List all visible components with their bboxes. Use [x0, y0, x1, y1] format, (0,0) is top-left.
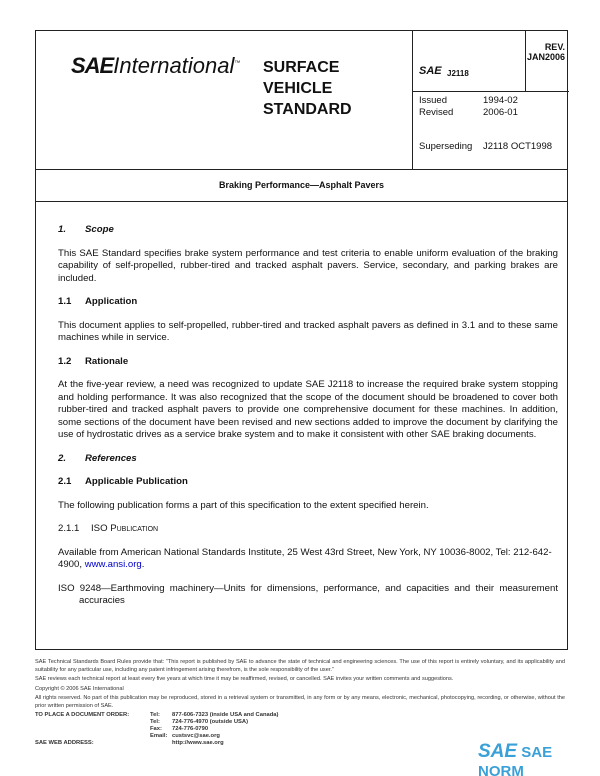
text: SAE — [478, 741, 518, 762]
paragraph: At the five-year review, a need was recognized to update SAE J2118 to increase the required brake system stopping and holding performance. It was also recognized that the scope of the document should be broadened to cover both rubber-tired and tracked asphalt pavers to provide one comprehensive document for these machines. In addition, some sections of the document have been revised and new sections added to improve the document by clarifying the use of hydrostatic drives as a service brake system and to make it consistent with other SAE braking documents. — [58, 379, 558, 440]
text: 724-776-4970 (outside USA) — [172, 719, 249, 725]
document-type — [263, 57, 352, 120]
text: ™ — [234, 60, 241, 67]
sae-international-logo — [71, 53, 240, 79]
text: SAE NORM — [478, 744, 553, 776]
text: Applicable Publication — [85, 476, 188, 487]
doc-number: J2118 — [447, 69, 469, 78]
text: Fax: — [150, 726, 162, 732]
text: References — [85, 452, 137, 464]
text: J2118 OCT1998 — [483, 141, 553, 152]
text: Copyright © 2006 SAE International — [35, 685, 124, 692]
sae-norm-watermark — [478, 741, 600, 776]
text: Tel: — [150, 712, 160, 718]
text: 1.1 — [58, 296, 72, 307]
revised — [419, 107, 518, 118]
section-heading — [58, 476, 558, 489]
text: All rights reserved. No part of this publication may be reproduced, stored in a retrieval system or transmitted, in any form or by any means, electronic, mechanical, photocopying, recording, or otherwise, without the prior written permission of SAE. — [35, 695, 565, 709]
web-link[interactable]: http://www.sae.org — [172, 740, 224, 746]
text: International — [113, 53, 235, 78]
text: SAE reviews each technical report at least every five years at which time it may be reaffirmed, revised, or cancelled. SAE invites your written comments and suggestions. — [35, 676, 454, 682]
section-heading — [58, 296, 558, 309]
text: 2006-01 — [483, 107, 518, 118]
text: Available from American National Standards Institute, 25 West 43rd Street, New York, NY 10036-8002, Tel: 212-642-4900, — [58, 546, 552, 570]
text: SAE — [71, 53, 114, 78]
section-heading — [58, 356, 558, 369]
text: custsvc@sae.org — [172, 733, 220, 739]
text: 877-606-7323 (inside USA and Canada) — [172, 712, 279, 718]
document-title: Braking Performance—Asphalt Pavers — [36, 169, 567, 202]
text: SURFACE — [263, 59, 340, 76]
text: Rationale — [85, 355, 129, 367]
paragraph: Available from American National Standards Institute, 25 West 43rd Street, New York, NY 10036-8002, Tel: 212-642-4900, www.ansi.org. — [58, 546, 552, 570]
sae-mark-icon: SAE — [419, 65, 442, 77]
paragraph: This SAE Standard specifies brake system performance and test criteria to enable uniform evaluation of the braking capability of self-propelled, rubber-tired and tracked asphalt pavers. Service, secondary, and parking brakes are included. — [58, 247, 558, 284]
text: STANDARD — [263, 101, 352, 118]
text: REV. — [544, 42, 565, 52]
paragraph: This document applies to self-propelled, rubber-tired and tracked asphalt pavers as defined in 3.1 and to these same machines while in service. — [58, 319, 558, 343]
text: 1994-02 — [483, 95, 518, 106]
document-body — [58, 224, 558, 619]
text: 2.1 — [58, 476, 72, 487]
doc-number-cell — [413, 31, 525, 92]
text: Issued — [419, 95, 447, 106]
issued — [419, 95, 518, 106]
doc-info-box — [412, 31, 568, 169]
text: Scope — [85, 224, 114, 235]
text: 1.2 — [58, 355, 72, 367]
text: Superseding — [419, 141, 473, 152]
text: Email: — [150, 733, 168, 739]
section-heading — [58, 224, 558, 237]
text: JAN2006 — [526, 52, 565, 62]
text: 2. — [58, 452, 67, 464]
superseding — [419, 141, 553, 152]
ansi-link[interactable]: www.ansi.org — [84, 559, 142, 570]
text: SAE Technical Standards Board Rules provide that: “This report is published by SAE to advance the state of technical and engineering sciences. The use of this report is entirely voluntary, and its applicability and suitability for any particular use, including any patent infringement arising therefrom, is the sole responsibility of the user.” — [35, 659, 565, 673]
text — [35, 733, 150, 740]
text: Application — [85, 296, 138, 307]
revision-cell — [525, 31, 569, 92]
text: 1. — [58, 224, 67, 235]
header — [36, 31, 567, 170]
footer — [35, 659, 565, 747]
text: Revised — [419, 107, 454, 118]
section-heading — [58, 523, 558, 536]
text — [150, 740, 172, 747]
text: 724-776-0790 — [172, 726, 209, 732]
text — [35, 726, 150, 733]
text: ISO Publication — [91, 523, 159, 534]
section-heading — [58, 453, 558, 466]
text: Tel: — [150, 719, 160, 725]
text: TO PLACE A DOCUMENT ORDER: — [35, 712, 130, 718]
text: 2.1.1 — [58, 523, 80, 534]
text: VEHICLE — [263, 80, 333, 97]
reference-item: ISO 9248—Earthmoving machinery—Units for dimensions, performance, and capacities and their measurement accuracies — [58, 582, 558, 606]
paragraph: The following publication forms a part of this specification to the extent specified herein. — [58, 499, 429, 511]
text: SAE WEB ADDRESS: — [35, 740, 94, 746]
text — [35, 719, 150, 726]
